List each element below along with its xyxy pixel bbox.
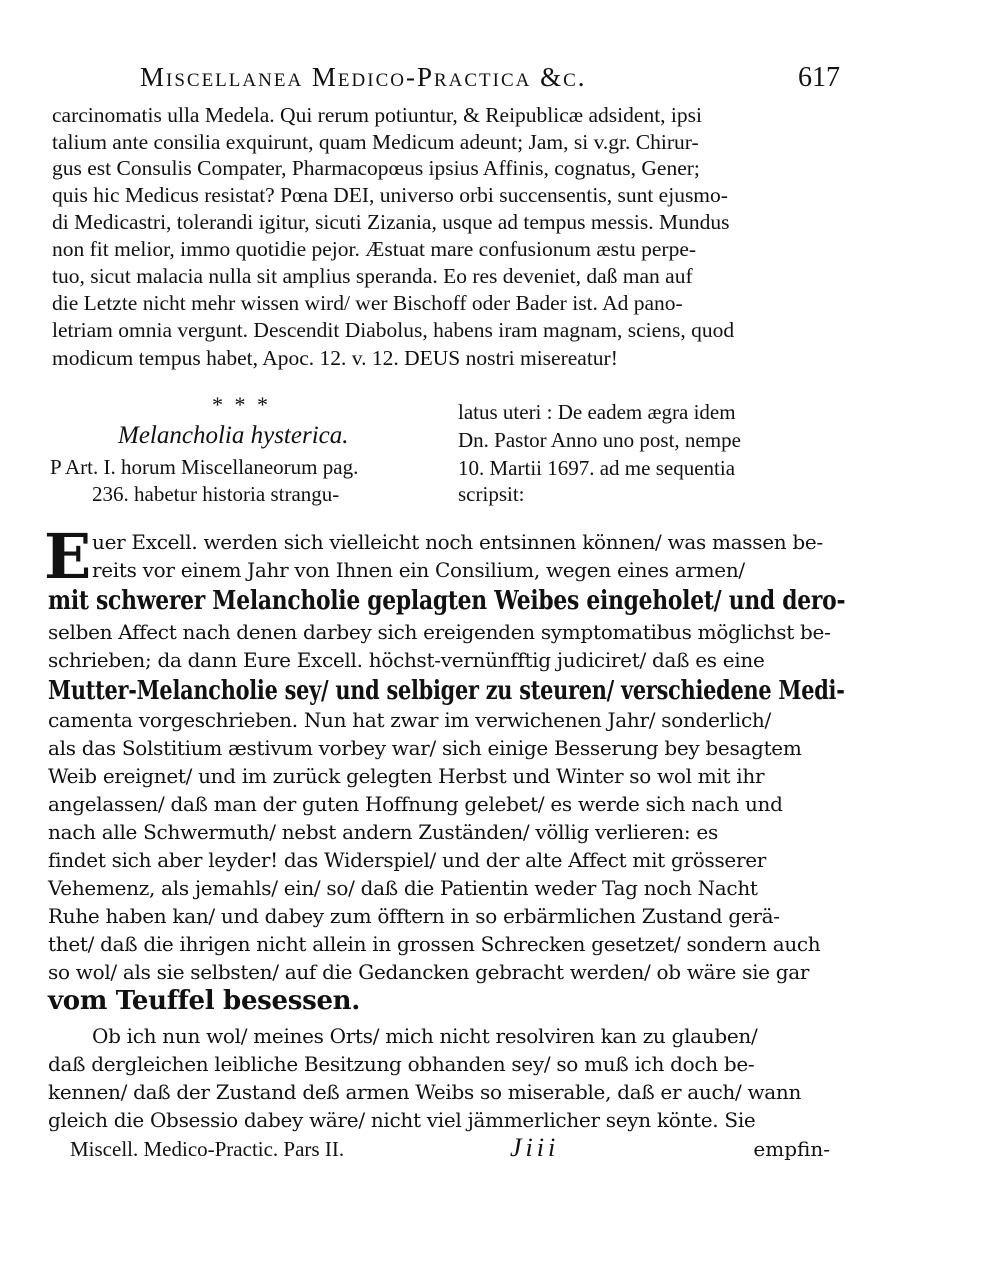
asterism: * * * <box>212 392 271 417</box>
latin-line: letriam omnia vergunt. Descendit Diabolus, habens iram magnam, sciens, quod <box>52 318 735 342</box>
right-column-line: Dn. Pastor Anno uno post, nempe <box>458 428 741 452</box>
running-title: Miscellanea Medico-Practica &c. <box>140 62 587 92</box>
german-line: schrieben; da dann Eure Excell. höchst-vernünfftig judiciret/ daß es eine <box>48 648 765 672</box>
german-line: Weib ereignet/ und im zurück gelegten Herbst und Winter so wol mit ihr <box>48 764 765 788</box>
german-line: mit schwerer Melancholie geplagten Weibes eingeholet/ und dero- <box>48 586 846 616</box>
latin-line: di Medicastri, tolerandi igitur, sicuti Zizania, usque ad tempus messis. Mundus <box>52 210 730 234</box>
german-line: Mutter-Melancholie sey/ und selbiger zu steuren/ verschiedene Medi- <box>48 676 845 706</box>
german-line: Ruhe haben kan/ und dabey zum öfftern in so erbärmlichen Zustand gerä- <box>48 904 780 928</box>
latin-line: quis hic Medicus resistat? Pœna DEI, universo orbi succensentis, sunt ejusmo- <box>52 183 728 207</box>
german-line: findet sich aber leyder! das Widerspiel/ und der alte Affect mit grösserer <box>48 848 766 872</box>
german-line: daß dergleichen leibliche Besitzung obhanden sey/ so muß ich doch be- <box>48 1052 755 1076</box>
german-line: camenta vorgeschrieben. Nun hat zwar im verwichenen Jahr/ sonderlich/ <box>48 708 771 732</box>
right-column-line: 10. Martii 1697. ad me sequentia <box>458 456 736 480</box>
german-line: kennen/ daß der Zustand deß armen Weibs so miserable, daß er auch/ wann <box>48 1080 802 1104</box>
german-line: selben Affect nach denen darbey sich ereigenden symptomatibus möglichst be- <box>48 620 831 644</box>
left-column-line: 236. habetur historia strangu- <box>92 482 340 506</box>
german-line: Ob ich nun wol/ meines Orts/ mich nicht resolviren kan zu glauben/ <box>92 1024 758 1048</box>
german-line: als das Solstitium æstivum vorbey war/ sich einige Besserung bey besagtem <box>48 736 802 760</box>
latin-line: talium ante consilia exquirunt, quam Medicum adeunt; Jam, si v.gr. Chirur- <box>52 130 699 154</box>
left-column-line: P Art. I. horum Miscellaneorum pag. <box>50 455 359 479</box>
running-head <box>140 62 840 98</box>
footer-book-title: Miscell. Medico-Practic. Pars II. <box>70 1137 345 1161</box>
german-line: uer Excell. werden sich vielleicht noch entsinnen können/ was massen be- <box>92 530 823 554</box>
right-column-line: scripsit: <box>458 482 525 506</box>
latin-line: modicum tempus habet, Apoc. 12. v. 12. DEUS nostri misereatur! <box>52 346 618 370</box>
german-line: so wol/ als sie selbsten/ auf die Gedancken gebracht werden/ ob wäre sie gar <box>48 960 810 984</box>
section-heading: Melancholia hysterica. <box>118 422 349 449</box>
german-line: reits vor einem Jahr von Ihnen ein Consilium, wegen eines armen/ <box>92 558 745 582</box>
latin-line: non fit melior, immo quotidie pejor. Æstuat mare confusionum æstu perpe- <box>52 237 697 261</box>
german-line: Vehemenz, als jemahls/ ein/ so/ daß die Patientin weder Tag noch Nacht <box>48 876 758 900</box>
page-footer <box>60 1133 830 1167</box>
catchword: empfin- <box>753 1137 830 1161</box>
latin-line: gus est Consulis Compater, Pharmacopœus ipsius Affinis, cognatus, Gener; <box>52 156 700 180</box>
latin-line: tuo, sicut malacia nulla sit amplius speranda. Eo res deveniet, daß man auf <box>52 264 693 288</box>
signature-mark: Jiii <box>510 1133 560 1162</box>
german-line: thet/ daß die ihrigen nicht allein in grossen Schrecken gesetzet/ sondern auch <box>48 932 821 956</box>
drop-initial: E <box>44 520 92 593</box>
latin-line: carcinomatis ulla Medela. Qui rerum potiuntur, & Reipublicæ adsident, ipsi <box>52 103 702 127</box>
right-column-line: latus uteri : De eadem ægra idem <box>458 400 736 424</box>
german-line: gleich die Obsessio dabey wäre/ nicht viel jämmerlicher seyn könte. Sie <box>48 1108 756 1132</box>
german-line: angelassen/ daß man der guten Hoffnung gelebet/ es werde sich nach und <box>48 792 783 816</box>
german-line: nach alle Schwermuth/ nebst andern Zuständen/ völlig verlieren: es <box>48 820 718 844</box>
page-number: 617 <box>798 62 840 93</box>
latin-line: die Letzte nicht mehr wissen wird/ wer Bischoff oder Bader ist. Ad pano- <box>52 291 683 315</box>
german-line: vom Teuffel besessen. <box>48 986 361 1016</box>
